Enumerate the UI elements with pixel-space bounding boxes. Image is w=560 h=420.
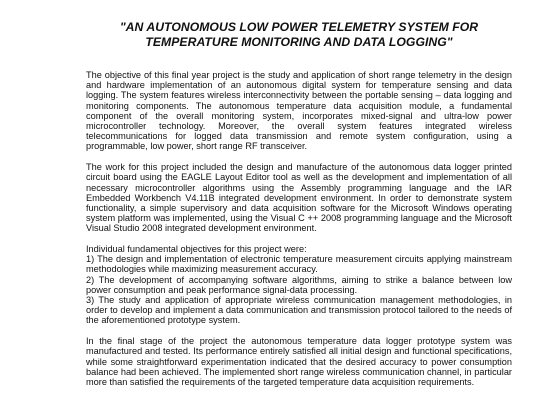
document-title [86,20,512,50]
abstract-paragraph-2: The work for this project included the design and manufacture of the autonomous data logger printed circuit board using the EAGLE Layout Editor tool as well as the development and implementation of all necessary microcontroller algorithms using the Assembly programming language and the IAR Embedded Workbench V4.11B integrated development environment. In order to demonstrate system functionality, a simple supervisory and data acquisition software for the Microsoft Windows operating system platform was implemented, using the Visual C ++ 2008 programming language and the Microsoft Visual Studio 2008 integrated development environment. [86,162,512,234]
objective-item-2: 2) The development of accompanying software algorithms, aiming to strike a balance between low power consumption and peak performance signal-data processing. [86,274,512,295]
title-line-1: "AN AUTONOMOUS LOW POWER TELEMETRY SYSTEM FOR [119,20,479,34]
title-line-2: TEMPERATURE MONITORING AND DATA LOGGING" [145,35,453,49]
objective-item-3: 3) The study and application of appropriate wireless communication management methodologies, in order to develop and implement a data communication and transmission protocol tailored to the needs of the aforementioned prototype system. [86,295,512,326]
objectives-section [86,244,512,326]
objectives-intro: Individual fundamental objectives for this project were: [86,244,307,255]
objective-item-1: 1) The design and implementation of electronic temperature measurement circuits applying mainstream methodologies while maximizing measurement accuracy. [86,254,512,275]
abstract-paragraph-1: The objective of this final year project is the study and application of short range telemetry in the design and hardware implementation of an autonomous digital system for temperature sensing and data logging. The system features wireless interconnectivity between the portable sensing – data logging and monitoring components. The autonomous temperature data acquisition module, a fundamental component of the overall monitoring system, incorporates mixed-signal and ultra-low power microcontroller technology. Moreover, the overall system features integrated wireless telecommunications for logged data transmission and remote system configuration, using a programmable, low power, short range RF transceiver. [86,70,512,152]
abstract-paragraph-final: In the final stage of the project the autonomous temperature data logger prototype system was manufactured and tested. Its performance entirely satisfied all initial design and functional specifications, while some straightforward experimentation indicated that the desired accuracy to power consumption balance had been achieved. The implemented short range wireless communication channel, in particular more than satisfied the requirements of the targeted temperature data acquisition requirements. [86,336,512,387]
